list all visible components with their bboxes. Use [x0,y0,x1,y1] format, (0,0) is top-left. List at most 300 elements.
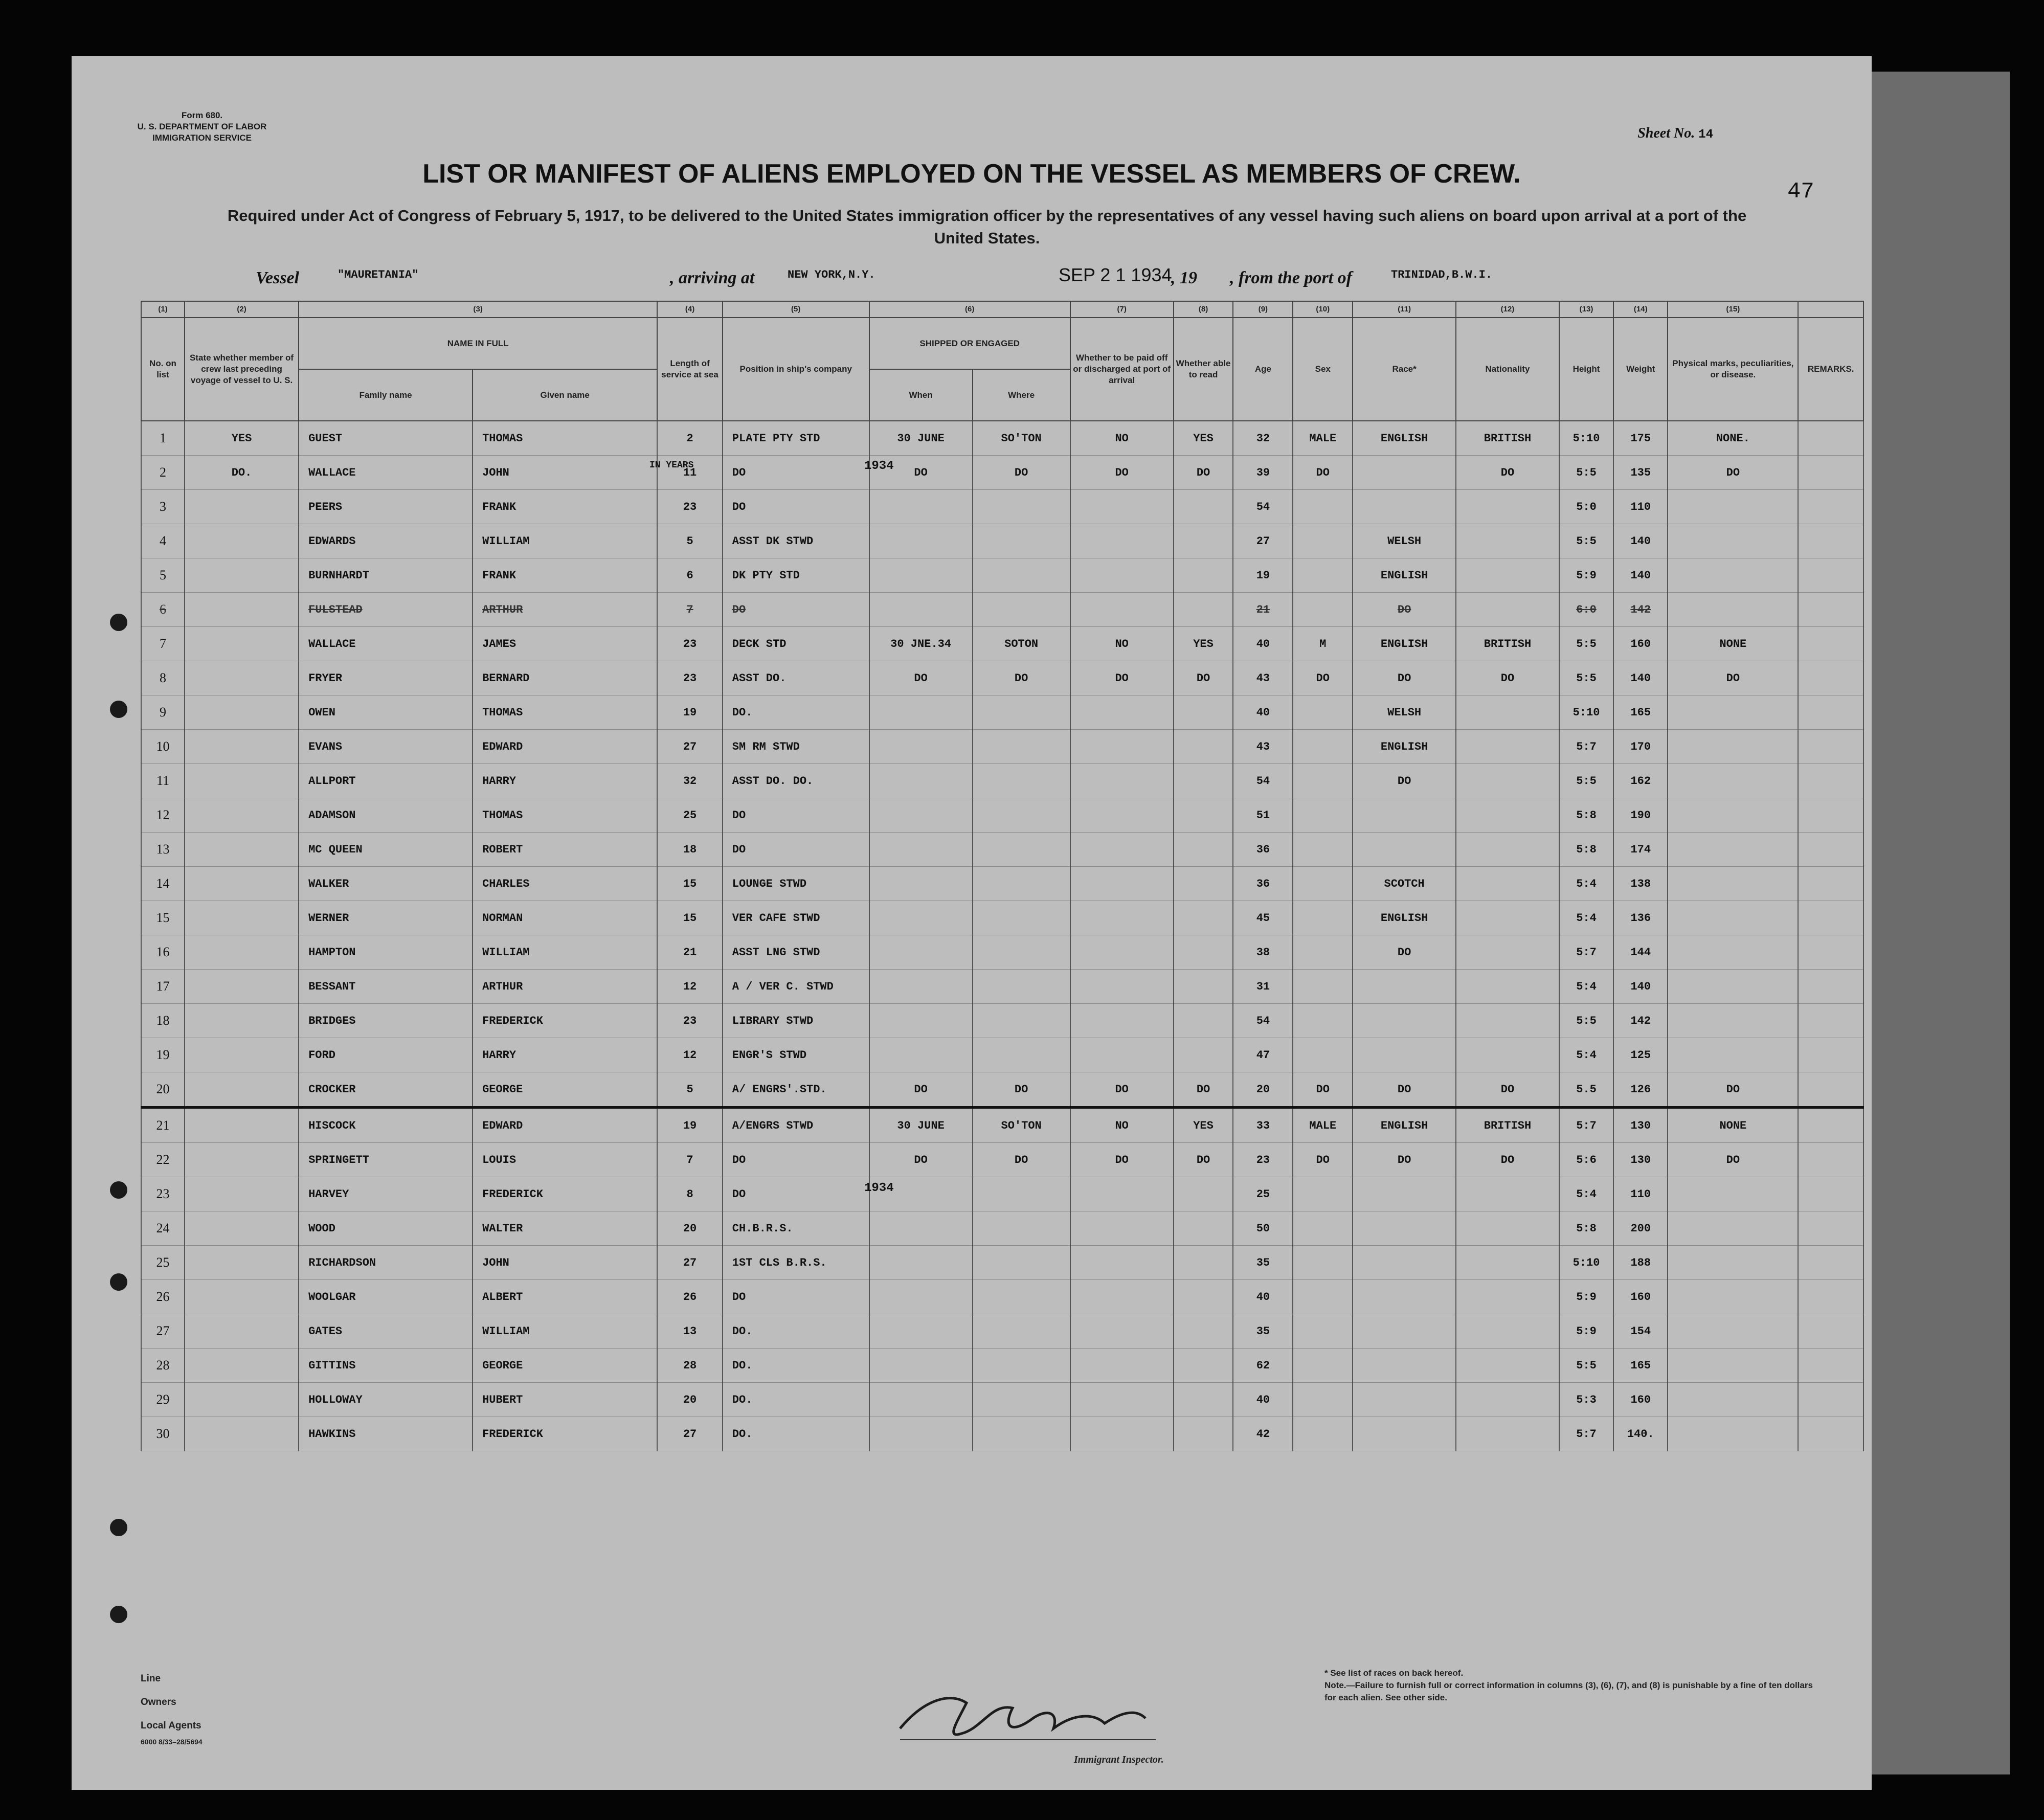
cell-age: 42 [1233,1417,1293,1451]
cell-age: 40 [1233,695,1293,730]
cell-physical-marks: DO [1668,456,1798,490]
cell-remarks [1798,1143,1863,1177]
cell-height: 5.5 [1559,1072,1613,1108]
cell-position: DO. [723,1417,869,1451]
cell-member-state [185,1004,299,1038]
cell-sex: MALE [1293,421,1353,456]
cell-given-name: BERNARD [473,661,657,695]
cell-sex [1293,833,1353,867]
header-name-in-full: NAME IN FULL [299,318,657,369]
cell-shipped-where: DO [973,661,1070,695]
cell-able-to-read [1174,558,1233,593]
cell-shipped-when [869,593,973,627]
crew-row [141,764,1863,798]
cell-shipped-when: 30 JUNE [869,1108,973,1143]
cell-able-to-read [1174,1177,1233,1211]
cell-given-name: FREDERICK [473,1177,657,1211]
cell-weight: 142 [1613,1004,1668,1038]
cell-shipped-where [973,1280,1070,1314]
cell-position: PLATE PTY STD [723,421,869,456]
cell-family-name: MC QUEEN [299,833,473,867]
cell-paid-off [1070,935,1174,970]
cell-physical-marks [1668,764,1798,798]
cell-physical-marks [1668,524,1798,558]
cell-family-name: WOOLGAR [299,1280,473,1314]
arrival-date-stamp: SEP 2 1 1934 [1059,264,1172,285]
cell-nationality [1456,970,1559,1004]
cell-length-of-service: 20 [657,1211,722,1246]
cell-shipped-where [973,490,1070,524]
cell-physical-marks [1668,1349,1798,1383]
cell-shipped-when [869,524,973,558]
cell-able-to-read: DO [1174,1072,1233,1108]
cell-physical-marks [1668,867,1798,901]
cell-sex: MALE [1293,1108,1353,1143]
cell-row-number: 12 [141,798,185,833]
cell-given-name: ARTHUR [473,593,657,627]
cell-position: DO. [723,1349,869,1383]
cell-shipped-when [869,490,973,524]
cell-sex [1293,935,1353,970]
cell-given-name: FRANK [473,558,657,593]
cell-height: 5:5 [1559,456,1613,490]
crew-row [141,1004,1863,1038]
cell-member-state [185,730,299,764]
cell-given-name: FREDERICK [473,1004,657,1038]
cell-shipped-where [973,764,1070,798]
cell-shipped-where [973,730,1070,764]
cell-able-to-read [1174,867,1233,901]
header-position: Position in ship's company [723,318,869,421]
cell-race [1353,1417,1456,1451]
header-race: Race* [1353,318,1456,421]
cell-family-name: EVANS [299,730,473,764]
cell-weight: 130 [1613,1143,1668,1177]
cell-nationality [1456,1246,1559,1280]
cell-height: 5:9 [1559,1280,1613,1314]
crew-row [141,524,1863,558]
cell-weight: 125 [1613,1038,1668,1072]
cell-shipped-where [973,1246,1070,1280]
cell-weight: 160 [1613,1280,1668,1314]
cell-height: 5:5 [1559,1349,1613,1383]
cell-shipped-where: SOTON [973,627,1070,661]
cell-sex [1293,867,1353,901]
cell-given-name: THOMAS [473,695,657,730]
cell-row-number: 28 [141,1349,185,1383]
cell-family-name: PEERS [299,490,473,524]
cell-age: 38 [1233,935,1293,970]
cell-family-name: HOLLOWAY [299,1383,473,1417]
cell-family-name: HARVEY [299,1177,473,1211]
cell-paid-off [1070,1383,1174,1417]
cell-paid-off [1070,558,1174,593]
cell-shipped-where: DO [973,1143,1070,1177]
cell-length-of-service: 28 [657,1349,722,1383]
cell-family-name: RICHARDSON [299,1246,473,1280]
cell-sex [1293,1314,1353,1349]
cell-age: 40 [1233,627,1293,661]
cell-remarks [1798,833,1863,867]
header-remarks: REMARKS. [1798,318,1863,421]
cell-nationality [1456,1314,1559,1349]
cell-sex [1293,901,1353,935]
cell-nationality [1456,764,1559,798]
cell-age: 43 [1233,730,1293,764]
cell-nationality [1456,1417,1559,1451]
cell-remarks [1798,970,1863,1004]
year-annotation-top: 1934 [864,459,894,473]
cell-age: 35 [1233,1246,1293,1280]
cell-position: LOUNGE STWD [723,867,869,901]
crew-rows [141,421,1863,1451]
cell-race: DO [1353,1072,1456,1108]
cell-nationality [1456,798,1559,833]
cell-remarks [1798,524,1863,558]
cell-able-to-read: DO [1174,1143,1233,1177]
cell-physical-marks [1668,1280,1798,1314]
service-name: IMMIGRATION SERVICE [152,133,252,143]
col-num-15: (15) [1668,301,1798,318]
cell-race [1353,833,1456,867]
cell-length-of-service: 2 [657,421,722,456]
cell-family-name: GITTINS [299,1349,473,1383]
cell-length-of-service: 12 [657,1038,722,1072]
cell-family-name: SPRINGETT [299,1143,473,1177]
cell-family-name: WALLACE [299,627,473,661]
cell-age: 20 [1233,1072,1293,1108]
print-code: 6000 8/33–28/5694 [141,1738,203,1746]
cell-member-state [185,661,299,695]
cell-length-of-service: 20 [657,1383,722,1417]
cell-able-to-read [1174,730,1233,764]
cell-age: 39 [1233,456,1293,490]
cell-race: ENGLISH [1353,558,1456,593]
cell-given-name: JOHN [473,456,657,490]
header-member-state: State whether member of crew last preceding voyage of vessel to U. S. [185,318,299,421]
cell-member-state [185,1038,299,1072]
cell-sex [1293,970,1353,1004]
cell-length-of-service: 27 [657,1246,722,1280]
cell-physical-marks [1668,730,1798,764]
cell-able-to-read: YES [1174,1108,1233,1143]
cell-nationality: BRITISH [1456,627,1559,661]
binder-hole [110,1606,127,1623]
cell-weight: 140 [1613,661,1668,695]
crew-row [141,1108,1863,1143]
cell-length-of-service: 15 [657,867,722,901]
cell-nationality [1456,935,1559,970]
cell-remarks [1798,1417,1863,1451]
cell-able-to-read [1174,798,1233,833]
cell-physical-marks [1668,1004,1798,1038]
crew-row [141,421,1863,456]
cell-age: 43 [1233,661,1293,695]
cell-race [1353,1004,1456,1038]
inspector-signature [880,1682,1186,1754]
cell-weight: 138 [1613,867,1668,901]
cell-length-of-service: 23 [657,1004,722,1038]
cell-given-name: WILLIAM [473,1314,657,1349]
column-number-row [141,301,1863,318]
page-title: LIST OR MANIFEST OF ALIENS EMPLOYED ON THE VESSEL AS MEMBERS OF CREW. [422,159,1521,189]
cell-height: 5:4 [1559,867,1613,901]
header-physical-marks: Physical marks, peculiarities, or disease. [1668,318,1798,421]
cell-position: DO. [723,1314,869,1349]
cell-family-name: HAWKINS [299,1417,473,1451]
cell-remarks [1798,1177,1863,1211]
sheet-number-value: 14 [1698,128,1713,142]
cell-sex: M [1293,627,1353,661]
cell-family-name: WOOD [299,1211,473,1246]
cell-shipped-where [973,1211,1070,1246]
cell-weight: 174 [1613,833,1668,867]
cell-height: 5:7 [1559,1417,1613,1451]
header-when: When [869,369,973,421]
cell-able-to-read [1174,1246,1233,1280]
cell-paid-off [1070,1349,1174,1383]
cell-nationality [1456,867,1559,901]
col-num-14: (14) [1613,301,1668,318]
cell-given-name: EDWARD [473,730,657,764]
cell-nationality: DO [1456,661,1559,695]
cell-weight: 144 [1613,935,1668,970]
cell-height: 5:4 [1559,901,1613,935]
cell-position: DK PTY STD [723,558,869,593]
cell-given-name: GEORGE [473,1072,657,1108]
col-num-3: (3) [299,301,657,318]
cell-nationality [1456,490,1559,524]
cell-paid-off [1070,833,1174,867]
cell-position: DO [723,593,869,627]
cell-row-number: 11 [141,764,185,798]
cell-age: 40 [1233,1383,1293,1417]
cell-shipped-where [973,1349,1070,1383]
cell-given-name: JOHN [473,1246,657,1280]
cell-length-of-service: 21 [657,935,722,970]
cell-paid-off [1070,1004,1174,1038]
cell-sex [1293,524,1353,558]
cell-height: 5:5 [1559,524,1613,558]
cell-sex [1293,1211,1353,1246]
cell-nationality [1456,524,1559,558]
cell-weight: 165 [1613,1349,1668,1383]
cell-able-to-read [1174,764,1233,798]
cell-given-name: ARTHUR [473,970,657,1004]
cell-race [1353,1280,1456,1314]
crew-row [141,456,1863,490]
cell-member-state [185,867,299,901]
cell-paid-off [1070,970,1174,1004]
vessel-name: "MAURETANIA" [338,268,419,281]
cell-shipped-when: 30 JUNE [869,421,973,456]
cell-shipped-when: DO [869,1072,973,1108]
cell-race [1353,1314,1456,1349]
cell-paid-off [1070,798,1174,833]
cell-position: DO. [723,1383,869,1417]
cell-sex [1293,798,1353,833]
cell-length-of-service: 27 [657,730,722,764]
cell-remarks [1798,798,1863,833]
cell-able-to-read [1174,1038,1233,1072]
cell-remarks [1798,1314,1863,1349]
cell-race: DO [1353,661,1456,695]
cell-remarks [1798,1004,1863,1038]
cell-weight: 188 [1613,1246,1668,1280]
cell-given-name: GEORGE [473,1349,657,1383]
cell-height: 5:8 [1559,1211,1613,1246]
cell-physical-marks [1668,901,1798,935]
cell-position: DO [723,833,869,867]
cell-race [1353,1383,1456,1417]
cell-shipped-where [973,558,1070,593]
cell-length-of-service: 12 [657,970,722,1004]
crew-row [141,1383,1863,1417]
cell-age: 45 [1233,901,1293,935]
cell-race [1353,798,1456,833]
cell-sex [1293,1417,1353,1451]
col-num-5: (5) [723,301,869,318]
cell-member-state [185,490,299,524]
col-num-12: (12) [1456,301,1559,318]
cell-shipped-where [973,695,1070,730]
cell-remarks [1798,764,1863,798]
cell-weight: 160 [1613,627,1668,661]
cell-remarks [1798,1349,1863,1383]
cell-weight: 200 [1613,1211,1668,1246]
cell-able-to-read: DO [1174,661,1233,695]
cell-row-number: 13 [141,833,185,867]
cell-able-to-read [1174,901,1233,935]
cell-length-of-service: 26 [657,1280,722,1314]
cell-height: 5:5 [1559,764,1613,798]
cell-age: 62 [1233,1349,1293,1383]
cell-member-state [185,935,299,970]
cell-member-state [185,901,299,935]
cell-remarks [1798,1383,1863,1417]
cell-able-to-read: DO [1174,456,1233,490]
cell-paid-off: DO [1070,661,1174,695]
cell-race: ENGLISH [1353,1108,1456,1143]
cell-shipped-when [869,1314,973,1349]
cell-row-number: 17 [141,970,185,1004]
cell-height: 5:7 [1559,730,1613,764]
cell-position: DO [723,456,869,490]
arrival-port: NEW YORK,N.Y. [788,268,875,281]
cell-shipped-when [869,1038,973,1072]
cell-paid-off: NO [1070,421,1174,456]
cell-given-name: CHARLES [473,867,657,901]
cell-nationality: DO [1456,1143,1559,1177]
cell-physical-marks: NONE [1668,627,1798,661]
cell-physical-marks [1668,1417,1798,1451]
cell-weight: 110 [1613,1177,1668,1211]
cell-remarks [1798,1211,1863,1246]
cell-shipped-where [973,798,1070,833]
cell-race: WELSH [1353,695,1456,730]
cell-length-of-service: 8 [657,1177,722,1211]
cell-member-state [185,1280,299,1314]
cell-height: 5:7 [1559,935,1613,970]
cell-given-name: FRANK [473,490,657,524]
cell-paid-off [1070,490,1174,524]
cell-given-name: FREDERICK [473,1417,657,1451]
cell-position: ASST DO. [723,661,869,695]
cell-age: 54 [1233,1004,1293,1038]
cell-member-state [185,1383,299,1417]
cell-row-number: 4 [141,524,185,558]
cell-race [1353,970,1456,1004]
cell-position: SM RM STWD [723,730,869,764]
cell-physical-marks [1668,1246,1798,1280]
cell-remarks [1798,558,1863,593]
cell-shipped-where [973,1177,1070,1211]
cell-shipped-when [869,558,973,593]
cell-row-number: 14 [141,867,185,901]
header-weight: Weight [1613,318,1668,421]
cell-position: CH.B.R.S. [723,1211,869,1246]
cell-physical-marks [1668,1211,1798,1246]
cell-sex: DO [1293,661,1353,695]
cell-shipped-when [869,730,973,764]
cell-member-state [185,524,299,558]
binder-hole [110,1273,127,1291]
cell-given-name: THOMAS [473,421,657,456]
cell-sex [1293,558,1353,593]
cell-row-number: 6 [141,593,185,627]
cell-shipped-when [869,764,973,798]
cell-physical-marks: DO [1668,661,1798,695]
cell-member-state [185,627,299,661]
cell-shipped-where [973,833,1070,867]
cell-nationality [1456,558,1559,593]
cell-weight: 140 [1613,558,1668,593]
cell-family-name: WALKER [299,867,473,901]
cell-remarks [1798,935,1863,970]
cell-height: 5:4 [1559,1177,1613,1211]
cell-position: ASST LNG STWD [723,935,869,970]
cell-physical-marks [1668,833,1798,867]
cell-position: DO [723,490,869,524]
cell-able-to-read: YES [1174,421,1233,456]
cell-physical-marks [1668,695,1798,730]
cell-shipped-where [973,1004,1070,1038]
sheet-number [1637,125,1713,142]
cell-paid-off [1070,593,1174,627]
crew-row [141,1072,1863,1108]
cell-row-number: 19 [141,1038,185,1072]
cell-weight: 135 [1613,456,1668,490]
cell-row-number: 16 [141,935,185,970]
header-where: Where [973,369,1070,421]
col-num-4: (4) [657,301,722,318]
cell-height: 5:9 [1559,1314,1613,1349]
cell-paid-off [1070,695,1174,730]
cell-length-of-service: 5 [657,524,722,558]
cell-position: DO [723,1280,869,1314]
cell-weight: 140 [1613,970,1668,1004]
cell-physical-marks [1668,935,1798,970]
cell-physical-marks: NONE [1668,1108,1798,1143]
crew-row [141,1177,1863,1211]
cell-shipped-when [869,1417,973,1451]
cell-weight: 160 [1613,1383,1668,1417]
cell-length-of-service: 7 [657,593,722,627]
cell-physical-marks [1668,1383,1798,1417]
cell-shipped-where [973,593,1070,627]
cell-nationality [1456,1280,1559,1314]
year-annotation-lower: 1934 [864,1181,894,1195]
